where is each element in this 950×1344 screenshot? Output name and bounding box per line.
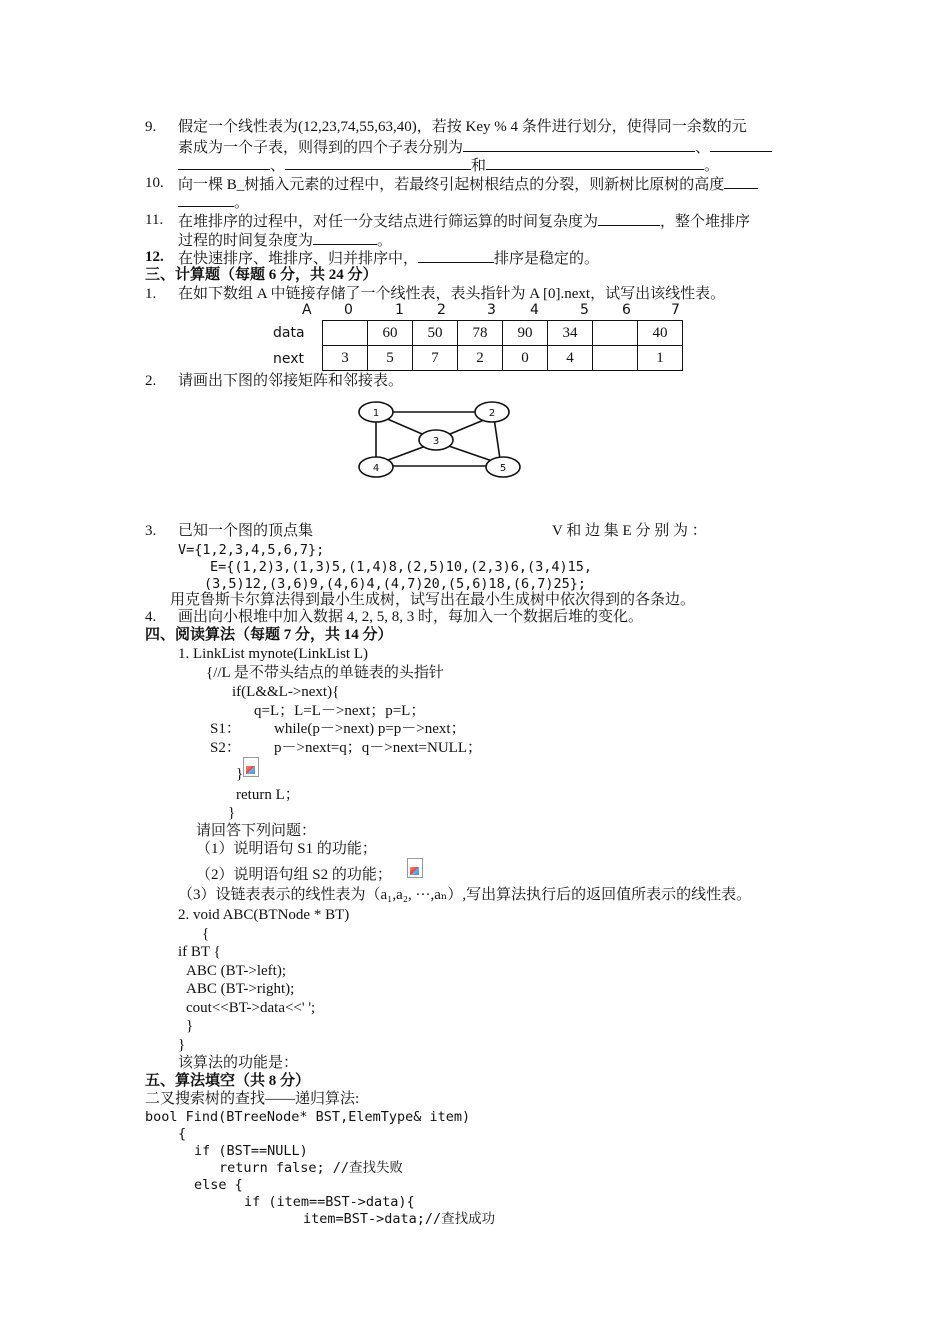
array-index: 6 bbox=[622, 302, 631, 318]
answer-blank[interactable] bbox=[178, 192, 234, 207]
q9-number: 9. bbox=[145, 119, 157, 135]
table-cell: 40 bbox=[638, 321, 683, 346]
array-index: 2 bbox=[437, 302, 446, 318]
array-table bbox=[322, 320, 683, 371]
answer-blank[interactable] bbox=[178, 155, 270, 170]
graph-edge bbox=[494, 418, 500, 459]
table-cell bbox=[323, 321, 368, 346]
table-cell: 34 bbox=[548, 321, 593, 346]
next-row bbox=[323, 346, 683, 371]
table-cell bbox=[593, 346, 638, 371]
node-label: 1 bbox=[372, 408, 380, 419]
answer-blank[interactable] bbox=[285, 155, 471, 170]
table-cell: 4 bbox=[548, 346, 593, 371]
graph-diagram bbox=[352, 395, 532, 483]
table-cell: 2 bbox=[458, 346, 503, 371]
answer-blank[interactable] bbox=[463, 137, 695, 152]
array-label: A bbox=[302, 302, 312, 318]
table-cell: 90 bbox=[503, 321, 548, 346]
answer-blank[interactable] bbox=[724, 174, 758, 189]
q9-line2: 素成为一个子表，则得到的四个子表分别为 、 bbox=[178, 137, 772, 157]
q10-line1: 向一棵 B_树插入元素的过程中，若最终引起树根结点的分裂，则新树比原树的高度 bbox=[178, 174, 758, 194]
array-index: 5 bbox=[580, 302, 589, 318]
q12-number: 12. bbox=[145, 249, 164, 265]
q11-number: 11. bbox=[145, 212, 164, 228]
q10-number: 10. bbox=[145, 175, 164, 191]
answer-blank[interactable] bbox=[418, 248, 494, 263]
table-cell: 50 bbox=[413, 321, 458, 346]
row-label-next: next bbox=[273, 351, 305, 367]
answer-blank[interactable] bbox=[486, 155, 704, 170]
node-label: 5 bbox=[499, 463, 507, 474]
table-cell bbox=[593, 321, 638, 346]
table-cell: 7 bbox=[413, 346, 458, 371]
array-index: 3 bbox=[487, 302, 496, 318]
node-label: 3 bbox=[432, 436, 440, 447]
q9-line3: 、 和 。 bbox=[178, 155, 719, 175]
table-cell: 60 bbox=[368, 321, 413, 346]
table-cell: 1 bbox=[638, 346, 683, 371]
array-index: 0 bbox=[344, 302, 353, 318]
data-row bbox=[323, 321, 683, 346]
array-index: 4 bbox=[530, 302, 539, 318]
answer-blank[interactable] bbox=[710, 137, 772, 152]
broken-image-icon bbox=[243, 757, 259, 777]
node-label: 4 bbox=[372, 463, 380, 474]
answer-blank[interactable] bbox=[598, 211, 660, 226]
table-cell: 5 bbox=[368, 346, 413, 371]
q9-line1: 假定一个线性表为(12,23,74,55,63,40)，若按 Key % 4 条件进行划分，使得同一余数的元 bbox=[178, 119, 747, 135]
table-cell: 78 bbox=[458, 321, 503, 346]
array-index: 7 bbox=[671, 302, 680, 318]
node-label: 2 bbox=[488, 408, 496, 419]
table-cell: 3 bbox=[323, 346, 368, 371]
answer-blank[interactable] bbox=[313, 230, 377, 245]
array-index: 1 bbox=[395, 302, 404, 318]
table-cell: 0 bbox=[503, 346, 548, 371]
row-label-data: data bbox=[273, 325, 305, 341]
broken-image-icon bbox=[407, 858, 423, 878]
